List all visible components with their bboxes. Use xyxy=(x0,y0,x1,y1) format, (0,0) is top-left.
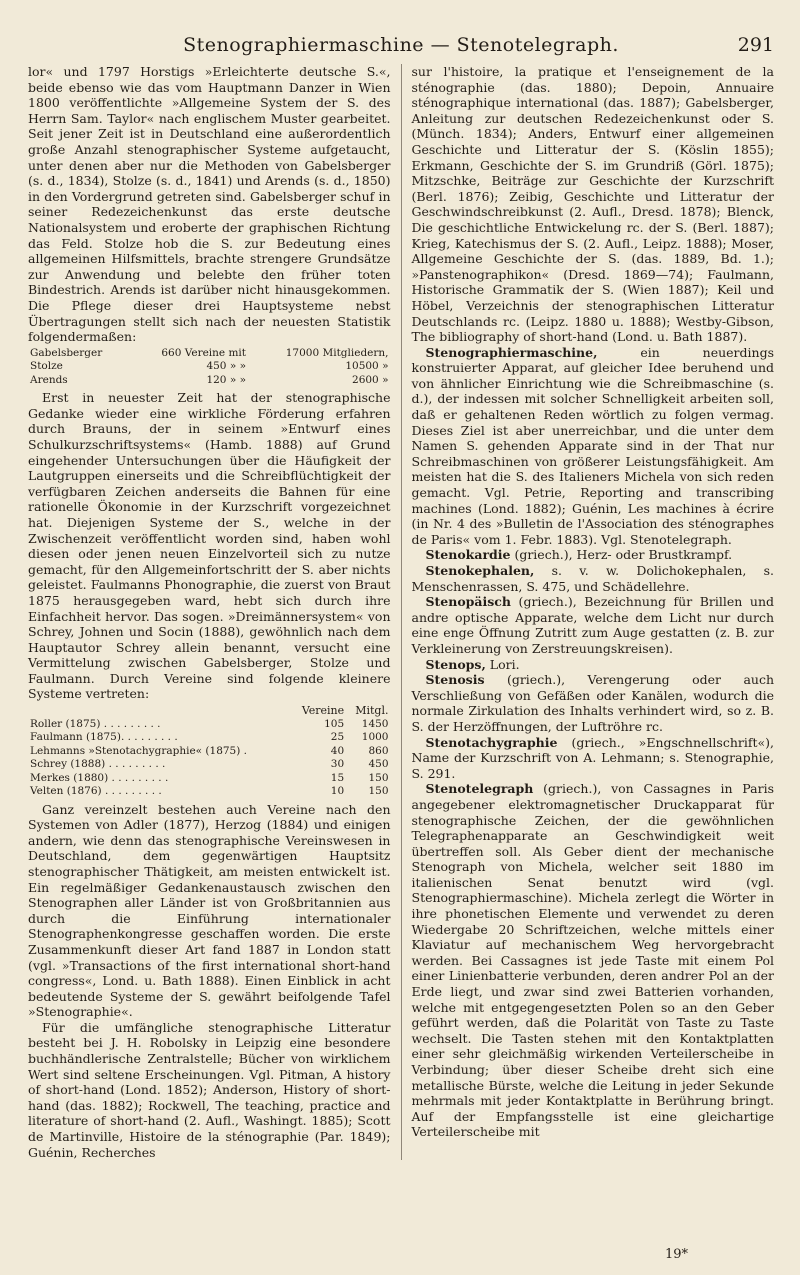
entry-text: (griech.), Herz- oder Brustkrampf. xyxy=(510,547,733,563)
entry-lemma: Stenokardie xyxy=(425,547,511,563)
entry-stenops xyxy=(412,657,775,673)
entry-lemma: Stenopäisch xyxy=(425,594,512,610)
paragraph: lor« und 1797 Horstigs »Erleichterte deutsche S.«, beide ebenso wie das vom Hauptmann Danzer in Wien 1800 veröffentlichte »Allgemeine System der S. des Herrn Sam. Taylor« nach englischem Muster gearbeitet. Seit jener Zeit ist in Deutschland eine außerordentlich große Anzahl stenographischer Systeme aufgetaucht, unter denen aber nur die Methoden von Gabelsberger (s. d., 1834), Stolze (s. d., 1841) und Arends (s. d., 1850) in den Vordergrund getreten sind. Gabelsberger schuf in seiner Redezeichenkunst das erste deutsche Nationalsystem und eroberte der graphischen Richtung das Feld. Stolze hob die S. zur Bedeutung eines allgemeinen Hilfsmittels, brachte strengere Grundsätze zur Anwendung und belebte den früher toten Bindestrich. Arends ist darüber nicht hinausgekommen. Die Pflege dieser drei Hauptsysteme nebst Übertragungen stellt sich nach der neuesten Statistik folgendermaßen: xyxy=(28,64,391,345)
table-row: Faulmann (1875). . . . . . . . . 25 1000 xyxy=(30,731,389,744)
entry-stenotelegraph xyxy=(412,781,775,1140)
entry-stenosis xyxy=(412,672,775,734)
table-row: Gabelsberger 660 Vereine mit 17000 Mitgliedern, xyxy=(30,346,389,359)
entry-text: ein neuerdings konstruierter Apparat, auf gleicher Idee beruhend und von ähnlicher Einrichtung wie die Schreibmaschine (s. d.), der indessen mit solcher Schnelligkeit arbeiten soll, daß er gehaltenen Reden wörtlich zu folgen vermag. Dieses Ziel ist aber unerreichbar, und die unter dem Namen S. gehenden Apparate sind in der That nur Schreibmaschinen von größerer Leistungsfähigkeit. Am meisten hat die S. des Italieners Michela von sich reden gemacht. Vgl. Petrie, Reporting and transcribing machines (Lond. 1882); Guénin, Les machines à écrire (in Nr. 4 des »Bulletin de l'Association des sténographes de Paris« vom 1. Febr. 1883). Vgl. Stenotelegraph. xyxy=(411,344,774,547)
entry-lemma: Stenokephalen, xyxy=(425,563,535,578)
left-column xyxy=(28,64,401,1160)
signature-mark: 19* xyxy=(665,1247,689,1262)
entry-stenokephalen xyxy=(412,563,775,594)
table-row: Velten (1876) . . . . . . . . . 10 150 xyxy=(30,785,389,798)
text-columns xyxy=(28,64,774,1160)
entry-text: (griech.), Verengerung oder auch Verschließung von Gefäßen oder Kanälen, wodurch die normale Zirkulation des Inhalts verhindert wird, so z. B. S. der Herzöffnungen, der Luftröhre rc. xyxy=(411,672,774,734)
table-row: Roller (1875) . . . . . . . . . 105 1450 xyxy=(30,717,389,730)
page-header xyxy=(28,14,774,64)
entry-stenotachygraphie xyxy=(412,735,775,782)
page-number: 291 xyxy=(737,34,774,56)
entry-text: (griech.), von Cassagnes in Paris angegebener elektromagnetischer Druckapparat für stenographische Zeichen, der die gewöhnlichen Telegraphenapparate an Geschwindigkeit weit übertreffen soll. Als Geber dient der mechanische Stenograph von Michela, welcher seit 1880 im italienischen Senat benutzt wird (vgl. Stenographiermaschine). Michela zerlegt die Wörter in ihre phonetischen Elemente und verwendet zu deren Wiedergabe 20 Schriftzeichen, welche mittels einer Klaviatur auf mechanischem Weg hervorgebracht werden. Bei Cassagnes ist jede Taste mit einem Pol einer Linienbatterie verbunden, deren andrer Pol an der Erde liegt, und zwar sind zwei Batterien vorhanden, welche mit entgegengesetzten Polen so an den Geber geführt werden, daß die Polarität von Taste zu Taste wechselt. Die Tasten stehen mit den Kontaktplatten einer sehr gleichmäßig wirkenden Verteilerscheibe in Verbindung; über dieser Scheibe dreht sich eine metallische Bürste, welche die Leitung in jeder Sekunde mehrmals mit jeder Kontaktplatte in Berührung bringt. Auf der Empfangsstelle ist eine gleichartige Verteilerscheibe mit xyxy=(411,781,774,1140)
entry-text: (griech., »Engschnellschrift«), Name der Kurzschrift von A. Lehmann; s. Stenographie, S. 291. xyxy=(411,734,774,781)
entry-lemma: Stenops, xyxy=(425,656,486,672)
table-row: Schrey (1888) . . . . . . . . . 30 450 xyxy=(30,758,389,771)
table-row: Merkes (1880) . . . . . . . . . 15 150 xyxy=(30,771,389,784)
table-header-row: Vereine Mitgl. xyxy=(301,704,389,718)
entry-lemma: Stenosis xyxy=(425,672,485,688)
entry-stenographiermaschine xyxy=(412,345,775,548)
paragraph: Erst in neuester Zeit hat der stenographische Gedanke wieder eine wirkliche Förderung erfahren durch Brauns, der in seinem »Entwurf eines Schulkurzschriftsystems« (Hamb. 1888) auf Grund eingehender Untersuchungen über die Häufigkeit der Lautgruppen einerseits und die Schreibflüchtigkeit der verfügbaren Zeichen anderseits die Bahnen für eine rationelle Ökonomie in der Kurzschrift vorgezeichnet hat. Diejenigen Systeme der S., welche in der Zwischenzeit veröffentlicht worden sind, haben wohl diesen oder jenen neuen Einzelvorteil sich zu nutze gemacht, für den Allgemeinfortschritt der S. aber nichts geleistet. Faulmanns Phonographie, die zuerst von Braut 1875 herausgegeben ward, hebt sich durch ihre Einfachheit hervor. Das sogen. »Dreimännersystem« von Schrey, Johnen und Socin (1888), gewöhnlich nach dem Hauptautor Schrey allein benannt, versucht eine Vermittelung zwischen Gabelsberger, Stolze und Faulmann. Durch Vereine sind folgende kleinere Systeme vertreten: xyxy=(28,390,391,702)
stats-table-main-systems xyxy=(28,347,391,388)
right-column xyxy=(401,64,775,1160)
entry-stenopaeisch xyxy=(412,594,775,656)
paragraph: Ganz vereinzelt bestehen auch Vereine nach den Systemen von Adler (1877), Herzog (1884) und einigen andern, wie denn das stenographische Vereinswesen in Deutschland, dem gegenwärtigen Hauptsitz stenographischer Thätigkeit, am meisten entwickelt ist. Ein regelmäßiger Gedankenaustausch zwischen den Stenographen aller Länder ist von Großbritannien aus durch die Einführung internationaler Stenographenkongresse geschaffen worden. Die erste Zusammenkunft dieser Art fand 1887 in London statt (vgl. »Transactions of the first international short-hand congress«, Lond. u. Bath 1888). Einen Einblick in acht bedeutende Systeme der S. gewährt beifolgende Tafel »Stenographie«. xyxy=(28,801,391,1020)
paragraph: Für die umfängliche stenographische Litteratur besteht bei J. H. Robolsky in Leipzig eine besondere buchhändlerische Zentralstelle; Bücher von wirklichem Wert sind seltene Erscheinungen. Vgl. Pitman, A history of short-hand (Lond. 1852); Anderson, History of short-hand (das. 1882); Rockwell, The teaching, practice and literature of short-hand (2. Aufl., Washingt. 1885); Scott de Martinville, Histoire de la sténographie (Par. 1849); Guénin, Recherches xyxy=(28,1019,391,1160)
entry-text: Lori. xyxy=(485,656,520,672)
entry-text: s. v. w. Dolichokephalen, s. Menschenrassen, S. 475, und Schädellehre. xyxy=(411,563,774,594)
stats-table-minor-systems xyxy=(28,704,391,799)
entry-lemma: Stenotelegraph xyxy=(425,781,534,797)
running-title: Stenographiermaschine — Stenotelegraph. xyxy=(183,34,619,56)
table-row: Stolze 450 » » 10500 » xyxy=(30,360,389,373)
table-row: Lehmanns »Stenotachygraphie« (1875) . 40 860 xyxy=(30,744,389,757)
paragraph: sur l'histoire, la pratique et l'enseignement de la sténographie (das. 1880); Depoin, Annuaire sténographique international (das. 1887); Gabelsberger, Anleitung zur deutschen Redezeichenkunst oder S. (Münch. 1834); Anders, Entwurf einer allgemeinen Geschichte und Litteratur der S. (Köslin 1855); Erkmann, Geschichte der S. im Grundriß (Görl. 1875); Mitzschke, Beiträge zur Geschichte der Kurzschrift (Berl. 1876); Zeibig, Geschichte und Litteratur der Geschwindschreibkunst (2. Aufl., Dresd. 1878); Blenck, Die geschichtliche Entwickelung rc. der S. (Berl. 1887); Krieg, Katechismus der S. (2. Aufl., Leipz. 1888); Moser, Allgemeine Geschichte der S. (das. 1889, Bd. 1.); »Panstenographikon« (Dresd. 1869—74); Faulmann, Historische Grammatik der S. (Wien 1887); Keil und Höbel, Verzeichnis der stenographischen Litteratur Deutschlands rc. (Leipz. 1880 u. 1888); Westby-Gibson, The bibliography of short-hand (Lond. u. Bath 1887). xyxy=(411,64,774,345)
entry-text: (griech.), Bezeichnung für Brillen und andre optische Apparate, welche dem Licht nur durch eine enge Öffnung Zutritt zum Auge gestatten (z. B. zur Verkleinerung von Zerstreuungskreisen). xyxy=(411,594,774,656)
table-row: Arends 120 » » 2600 » xyxy=(30,373,389,386)
entry-stenokardie xyxy=(412,547,775,563)
entry-lemma: Stenographiermaschine, xyxy=(425,344,598,360)
entry-lemma: Stenotachygraphie xyxy=(425,734,558,750)
